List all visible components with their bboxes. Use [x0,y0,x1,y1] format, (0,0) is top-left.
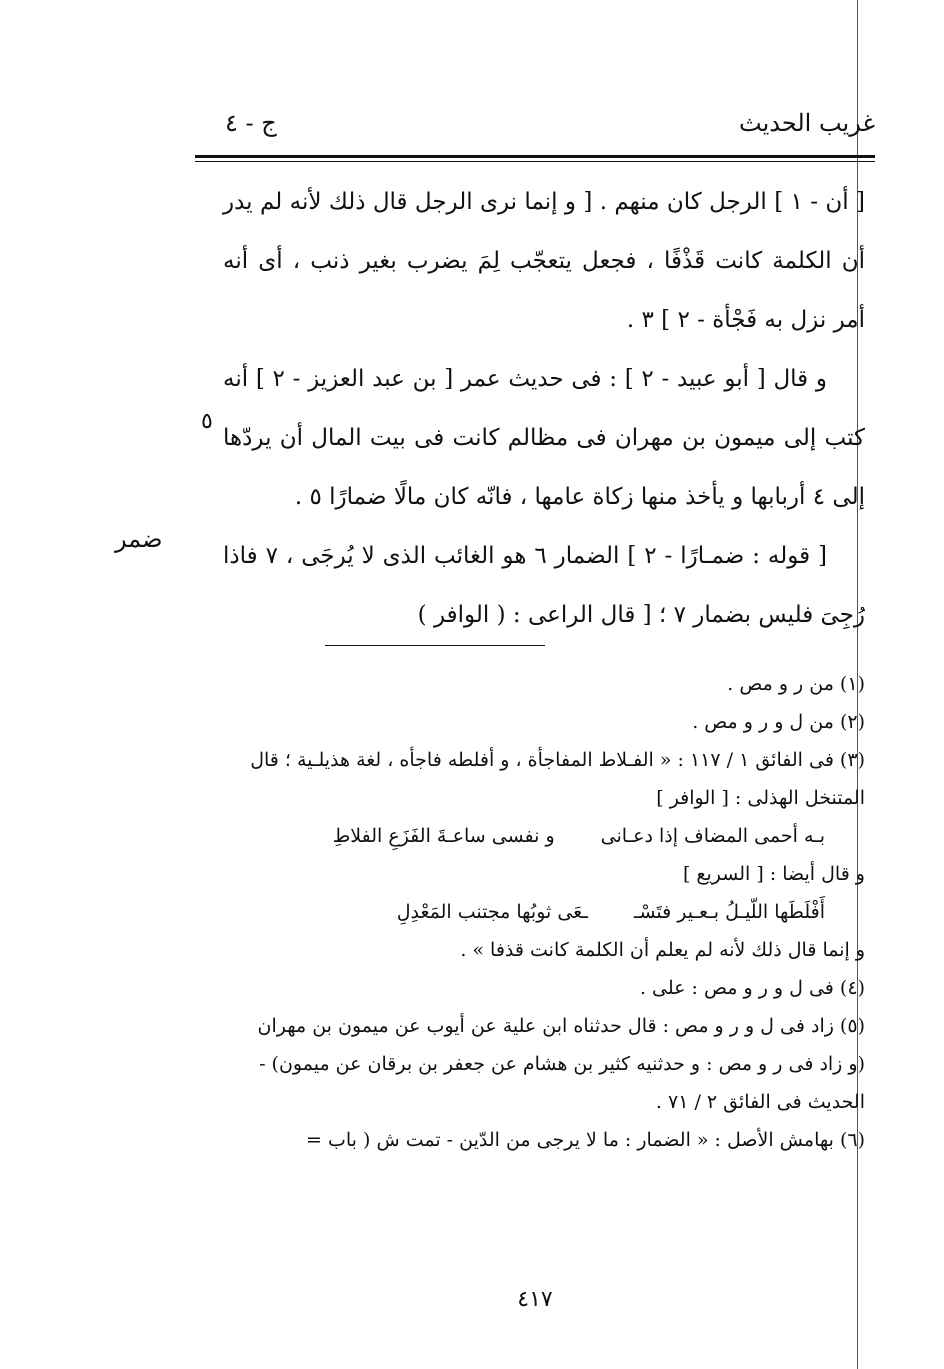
verse-hemistich: بـه أحمى المضاف إذا دعـانى [600,825,825,847]
verse-line [215,893,865,931]
footnote: (١) من ر و مص . [727,673,865,695]
header-rule [195,155,875,158]
main-text [223,173,865,645]
footnote: و قال أيضا : [ السريع ] [682,863,865,885]
footnote: (٦) بهامش الأصل : « الضمار : ما لا يرجى من الدّين - تمت ش ( باب = [306,1129,865,1151]
line-number: ٥ [201,409,213,434]
paragraph: [ قوله : ضمـارًا - ٢ ] الضمار ٦ هو الغائب الذى لا يُرجَى ، ٧ فاذا رُجِىَ فليس بضمار ٧ ؛ [ قال الراعى : ( الوافر ) [223,543,865,628]
volume-number: ج - ٤ [225,109,277,137]
footnote: (٢) من ل و ر و مص . [692,711,865,733]
footnote: (٥) زاد فى ل و ر و مص : قال حدثناه ابن علية عن أيوب عن ميمون بن مهران [257,1015,865,1037]
page-number: ٤١٧ [517,1287,553,1312]
footnotes [215,665,865,1159]
footnote: و إنما قال ذلك لأنه لم يعلم أن الكلمة كانت قذفا » . [460,939,865,961]
footnote: (٤) فى ل و ر و مص : على . [639,977,865,999]
book-page [115,95,875,1355]
header-rule-thin [195,161,875,162]
verse-hemistich: ـعَى ثوبُها مجتنب المَعْدِلِ [396,901,588,923]
running-title: غريب الحديث [739,109,875,137]
footnote: (و زاد فى ر و مص : و حدثنيه كثير بن هشام عن جعفر بن برقان عن ميمون) - الحديث فى الفائق ٢ / ٧١ . [259,1053,865,1113]
margin-keyword: ضمر [115,525,163,553]
paragraph: و قال [ أبو عبيد - ٢ ] : فى حديث عمر [ بن عبد العزيز - ٢ ] أنه كتب إلى ميمون بن مهران فى مظالم كانت فى بيت المال أن يردّها إلى ٤ أربابها و يأخذ منها زكاة عامها ، فانّه كان مالًا ضمارًا ٥ . [223,366,865,510]
running-header [195,109,875,149]
footnote-separator [325,645,545,646]
paragraph: [ أن - ١ ] الرجل كان منهم . [ و إنما نرى الرجل قال ذلك لأنه لم يدر أن الكلمة كانت قَذْفًا ، فجعل يتعجّب لِمَ يضرب بغير ذنب ، أى أنه أمر نزل به فَجْأة - ٢ ] ٣ . [223,189,865,333]
verse-hemistich: أَفْلَطَها اللّيـلُ بـعـير فتَسْـ [633,901,825,923]
verse-hemistich: و نفسى ساعـةَ الفَزَعِ الفلاطِ [332,825,555,847]
footnote: (٣) فى الفائق ١ / ١١٧ : « الفـلاط المفاجأة ، و أفلطه فاجأه ، لغة هذيلـية ؛ قال المتنخل الهذلى : [ الوافر ] [250,749,865,809]
verse-line [215,817,865,855]
